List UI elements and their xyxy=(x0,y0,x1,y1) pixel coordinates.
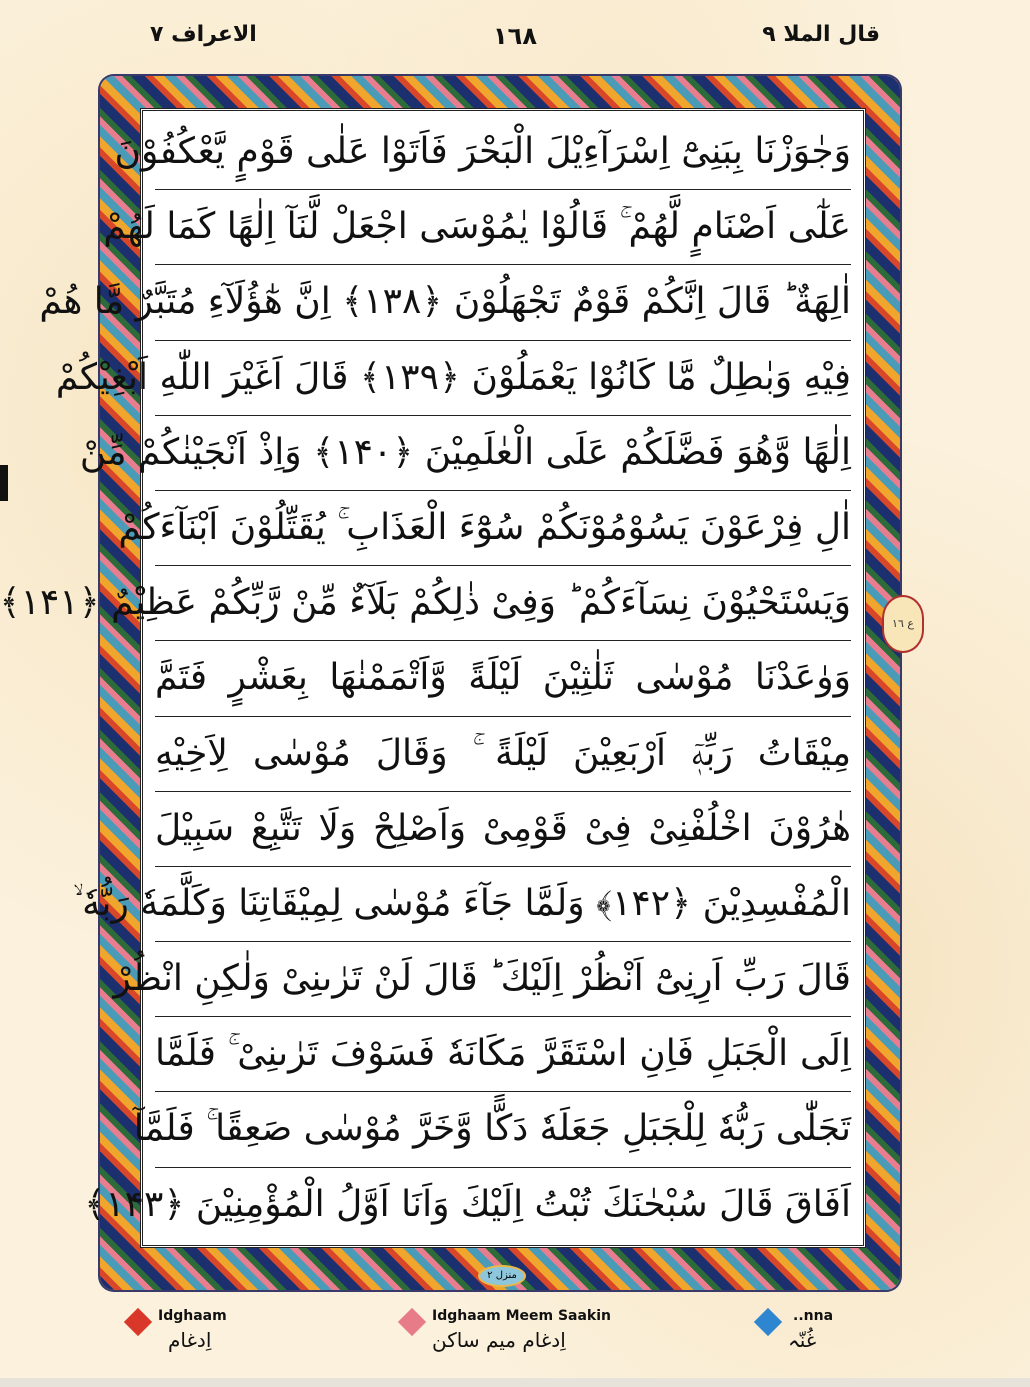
verse-line: هٰرُوْنَ اخْلُفْنِیْ فِیْ قَوْمِیْ وَاَصْلِحْ وَلَا تَتَّبِعْ سَبِیْلَ xyxy=(155,792,851,867)
verse-line: فِیْهِ وَبٰطِلٌ مَّا كَانُوْا یَعْمَلُوْنَ ﴿۱۳۹﴾ قَالَ اَغَیْرَ اللّٰهِ اَبْغِیْكُمْ xyxy=(155,341,851,416)
manzil-marker: منزل ٢ xyxy=(478,1265,526,1287)
verse-line: وَیَسْتَحْیُوْنَ نِسَآءَكُمْ ؕ وَفِیْ ذٰلِكُمْ بَلَآءٌ مِّنْ رَّبِّكُمْ عَظِیْمٌ ﴿۱۴۱﴾ xyxy=(155,566,851,641)
verse-line: الْمُفْسِدِیْنَ ﴿۱۴۲﴾ وَلَمَّا جَآءَ مُوْسٰی لِمِیْقَاتِنَا وَكَلَّمَهٗ رَبُّهٗ ۙ xyxy=(155,867,851,942)
verse-line: اِلٰهًا وَّهُوَ فَضَّلَكُمْ عَلَی الْعٰلَمِیْنَ ﴿۱۴۰﴾ وَاِذْ اَنْجَیْنٰكُمْ مِّنْ xyxy=(155,416,851,491)
page-edge xyxy=(0,1378,1030,1387)
legend-label: Idghaam xyxy=(158,1308,227,1324)
legend-arabic: غُنّہ xyxy=(788,1328,817,1352)
verse-line: اَفَاقَ قَالَ سُبْحٰنَكَ تُبْتُ اِلَیْكَ وَاَنَا اَوَّلُ الْمُؤْمِنِیْنَ ﴿۱۴۳﴾ xyxy=(84,1183,851,1225)
diamond-icon xyxy=(754,1308,782,1336)
verse-line: اٰلِ فِرْعَوْنَ یَسُوْمُوْنَكُمْ سُوْٓءَ الْعَذَابِ ۚ یُقَتِّلُوْنَ اَبْنَآءَكُمْ xyxy=(155,491,851,566)
legend-label: ..nna xyxy=(793,1308,834,1324)
ruku-marker: ع ١٦ xyxy=(882,595,924,653)
juz-title: قال الملا ٩ xyxy=(762,22,880,47)
verse-line: قَالَ رَبِّ اَرِنِیْٓ اَنْظُرْ اِلَیْكَ ؕ قَالَ لَنْ تَرٰىنِیْ وَلٰكِنِ انْظُرْ xyxy=(155,942,851,1017)
verse-line: وَجٰوَزْنَا بِبَنِیْٓ اِسْرَآءِیْلَ الْبَحْرَ فَاَتَوْا عَلٰی قَوْمٍ یَّعْكُفُوْنَ xyxy=(155,115,851,190)
legend-arabic: اِدغام xyxy=(168,1328,212,1352)
verse-line: وَوٰعَدْنَا مُوْسٰی ثَلٰثِیْنَ لَیْلَةً وَّاَتْمَمْنٰهَا بِعَشْرٍ فَتَمَّ xyxy=(155,641,851,716)
page-number: ١٦٨ xyxy=(493,22,537,50)
diamond-icon xyxy=(124,1308,152,1336)
scan-mark xyxy=(0,465,8,501)
legend-arabic: اِدغام میم ساکن xyxy=(432,1328,566,1352)
legend-label: Idghaam Meem Saakin xyxy=(432,1308,612,1324)
verse-line: تَجَلّٰی رَبُّهٗ لِلْجَبَلِ جَعَلَهٗ دَكًّا وَّخَرَّ مُوْسٰی صَعِقًا ۚ فَلَمَّآ xyxy=(155,1092,851,1167)
diamond-icon xyxy=(398,1308,426,1336)
verse-line: اِلَی الْجَبَلِ فَاِنِ اسْتَقَرَّ مَكَانَهٗ فَسَوْفَ تَرٰىنِیْ ۚ فَلَمَّا xyxy=(155,1017,851,1092)
verse-line: مِیْقَاتُ رَبِّهٖٓ اَرْبَعِیْنَ لَیْلَةً ۚ وَقَالَ مُوْسٰی لِاَخِیْهِ xyxy=(155,717,851,792)
verse-line: عَلٰٓی اَصْنَامٍ لَّهُمْ ۚ قَالُوْا یٰمُوْسَی اجْعَلْ لَّنَآ اِلٰهًا كَمَا لَهُمْ xyxy=(155,190,851,265)
verse-line: اٰلِهَةٌ ؕ قَالَ اِنَّكُمْ قَوْمٌ تَجْهَلُوْنَ ﴿۱۳۸﴾ اِنَّ هٰٓؤُلَآءِ مُتَبَّرٌ مَّا هُمْ xyxy=(155,265,851,340)
surah-title: الاعراف ٧ xyxy=(150,22,257,47)
text-panel xyxy=(0,108,866,1248)
